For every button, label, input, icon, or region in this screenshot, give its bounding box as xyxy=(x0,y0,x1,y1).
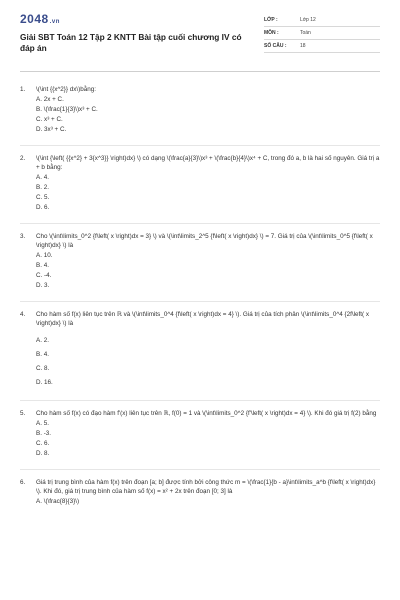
question-divider xyxy=(20,145,380,146)
option-c[interactable]: C. 8. xyxy=(36,365,50,372)
question-text: Cho hàm số f(x) có đạo hàm f'(x) liên tục trên ℝ, f(0) = 1 và \(\int\limits_0^2 {f'\left( x \right)dx = 4} \). Khi đó giá trị f(2) bằng xyxy=(36,410,377,417)
meta-value: Toán xyxy=(300,30,311,36)
question-1 xyxy=(20,85,380,135)
logo-text: 2048 xyxy=(20,12,49,26)
option-b[interactable]: B. \(\frac{1}{3}\)x³ + C. xyxy=(36,106,98,113)
option-a[interactable]: A. 10. xyxy=(36,252,53,259)
question-number: 4. xyxy=(20,311,26,318)
question-number: 2. xyxy=(20,155,26,162)
option-a[interactable]: A. 4. xyxy=(36,174,49,181)
meta-label: SỐ CÂU : xyxy=(264,43,287,49)
question-4 xyxy=(20,310,380,390)
option-b[interactable]: B. -3. xyxy=(36,430,52,437)
option-c[interactable]: C. -4. xyxy=(36,272,52,279)
question-text: \(\int {\left( {{x^2} + 3{x^3}} \right)dx} \) có dạng \(\frac{a}{3}\)x³ + \(\frac{b}{4}\)x⁴ + C, trong đó a, b là hai số nguyên. Giá trị a + b bằng: xyxy=(36,155,380,171)
question-number: 1. xyxy=(20,86,26,93)
question-divider xyxy=(20,301,380,302)
meta-label: LỚP : xyxy=(264,17,278,23)
meta-row-class xyxy=(264,14,380,27)
logo-suffix: .vn xyxy=(49,19,60,25)
question-number: 3. xyxy=(20,233,26,240)
question-divider xyxy=(20,400,380,401)
question-number: 6. xyxy=(20,479,26,486)
question-text: Cho \(\int\limits_0^2 {f\left( x \right)dx = 3} \) và \(\int\limits_2^5 {f\left( x \right)dx} \) = 7. Giá trị của \(\int\limits_0^5 {f\left( x \right)dx} \) là xyxy=(36,233,373,249)
meta-row-subject xyxy=(264,27,380,40)
meta-table xyxy=(264,14,380,54)
option-a[interactable]: A. \(\frac{8}{3}\) xyxy=(36,498,80,505)
page-title: Giải SBT Toán 12 Tập 2 KNTT Bài tập cuối chương IV có đáp án xyxy=(20,32,242,53)
question-2 xyxy=(20,154,380,213)
option-b[interactable]: B. 2. xyxy=(36,184,49,191)
option-c[interactable]: C. 6. xyxy=(36,440,50,447)
question-3 xyxy=(20,232,380,291)
meta-label: MÔN : xyxy=(264,30,279,36)
question-5 xyxy=(20,409,380,459)
meta-value: Lớp 12 xyxy=(300,17,316,23)
question-divider xyxy=(20,223,380,224)
question-divider xyxy=(20,469,380,470)
option-d[interactable]: D. 8. xyxy=(36,450,50,457)
site-logo[interactable] xyxy=(20,12,250,26)
header xyxy=(20,12,380,54)
question-number: 5. xyxy=(20,410,26,417)
question-text: Cho hàm số f(x) liên tục trên ℝ và \(\int\limits_0^4 {f\left( x \right)dx = 4} \). Giá trị của tích phân \(\int\limits_0^4 {2f\left( x \right)dx} \) là xyxy=(36,311,370,327)
option-d[interactable]: D. 16. xyxy=(36,379,53,386)
meta-value: 18 xyxy=(300,43,306,49)
option-d[interactable]: D. 3. xyxy=(36,282,50,289)
option-b[interactable]: B. 4. xyxy=(36,351,49,358)
option-d[interactable]: D. 3x³ + C. xyxy=(36,126,67,133)
option-c[interactable]: C. x³ + C. xyxy=(36,116,63,123)
option-d[interactable]: D. 6. xyxy=(36,204,50,211)
question-6 xyxy=(20,478,380,507)
question-text: \(\int {{x^2}} dx\)bằng: xyxy=(36,86,97,93)
question-list xyxy=(20,85,380,507)
option-a[interactable]: A. 5. xyxy=(36,420,49,427)
header-left xyxy=(20,12,250,54)
meta-row-count xyxy=(264,40,380,53)
option-c[interactable]: C. 5. xyxy=(36,194,50,201)
question-text: Giá trị trung bình của hàm f(x) trên đoạn [a; b] được tính bởi công thức m = \(\frac{1}{b - a}\int\limits_a^b {f\left( x \right)dx} \). Khi đó, giá trị trung bình của hàm số f(x) = x² + 2x trên đoạn [0; 3] là xyxy=(36,479,376,495)
option-b[interactable]: B. 4. xyxy=(36,262,49,269)
option-a[interactable]: A. 2x + C. xyxy=(36,96,64,103)
option-a[interactable]: A. 2. xyxy=(36,337,49,344)
header-divider xyxy=(20,71,380,72)
